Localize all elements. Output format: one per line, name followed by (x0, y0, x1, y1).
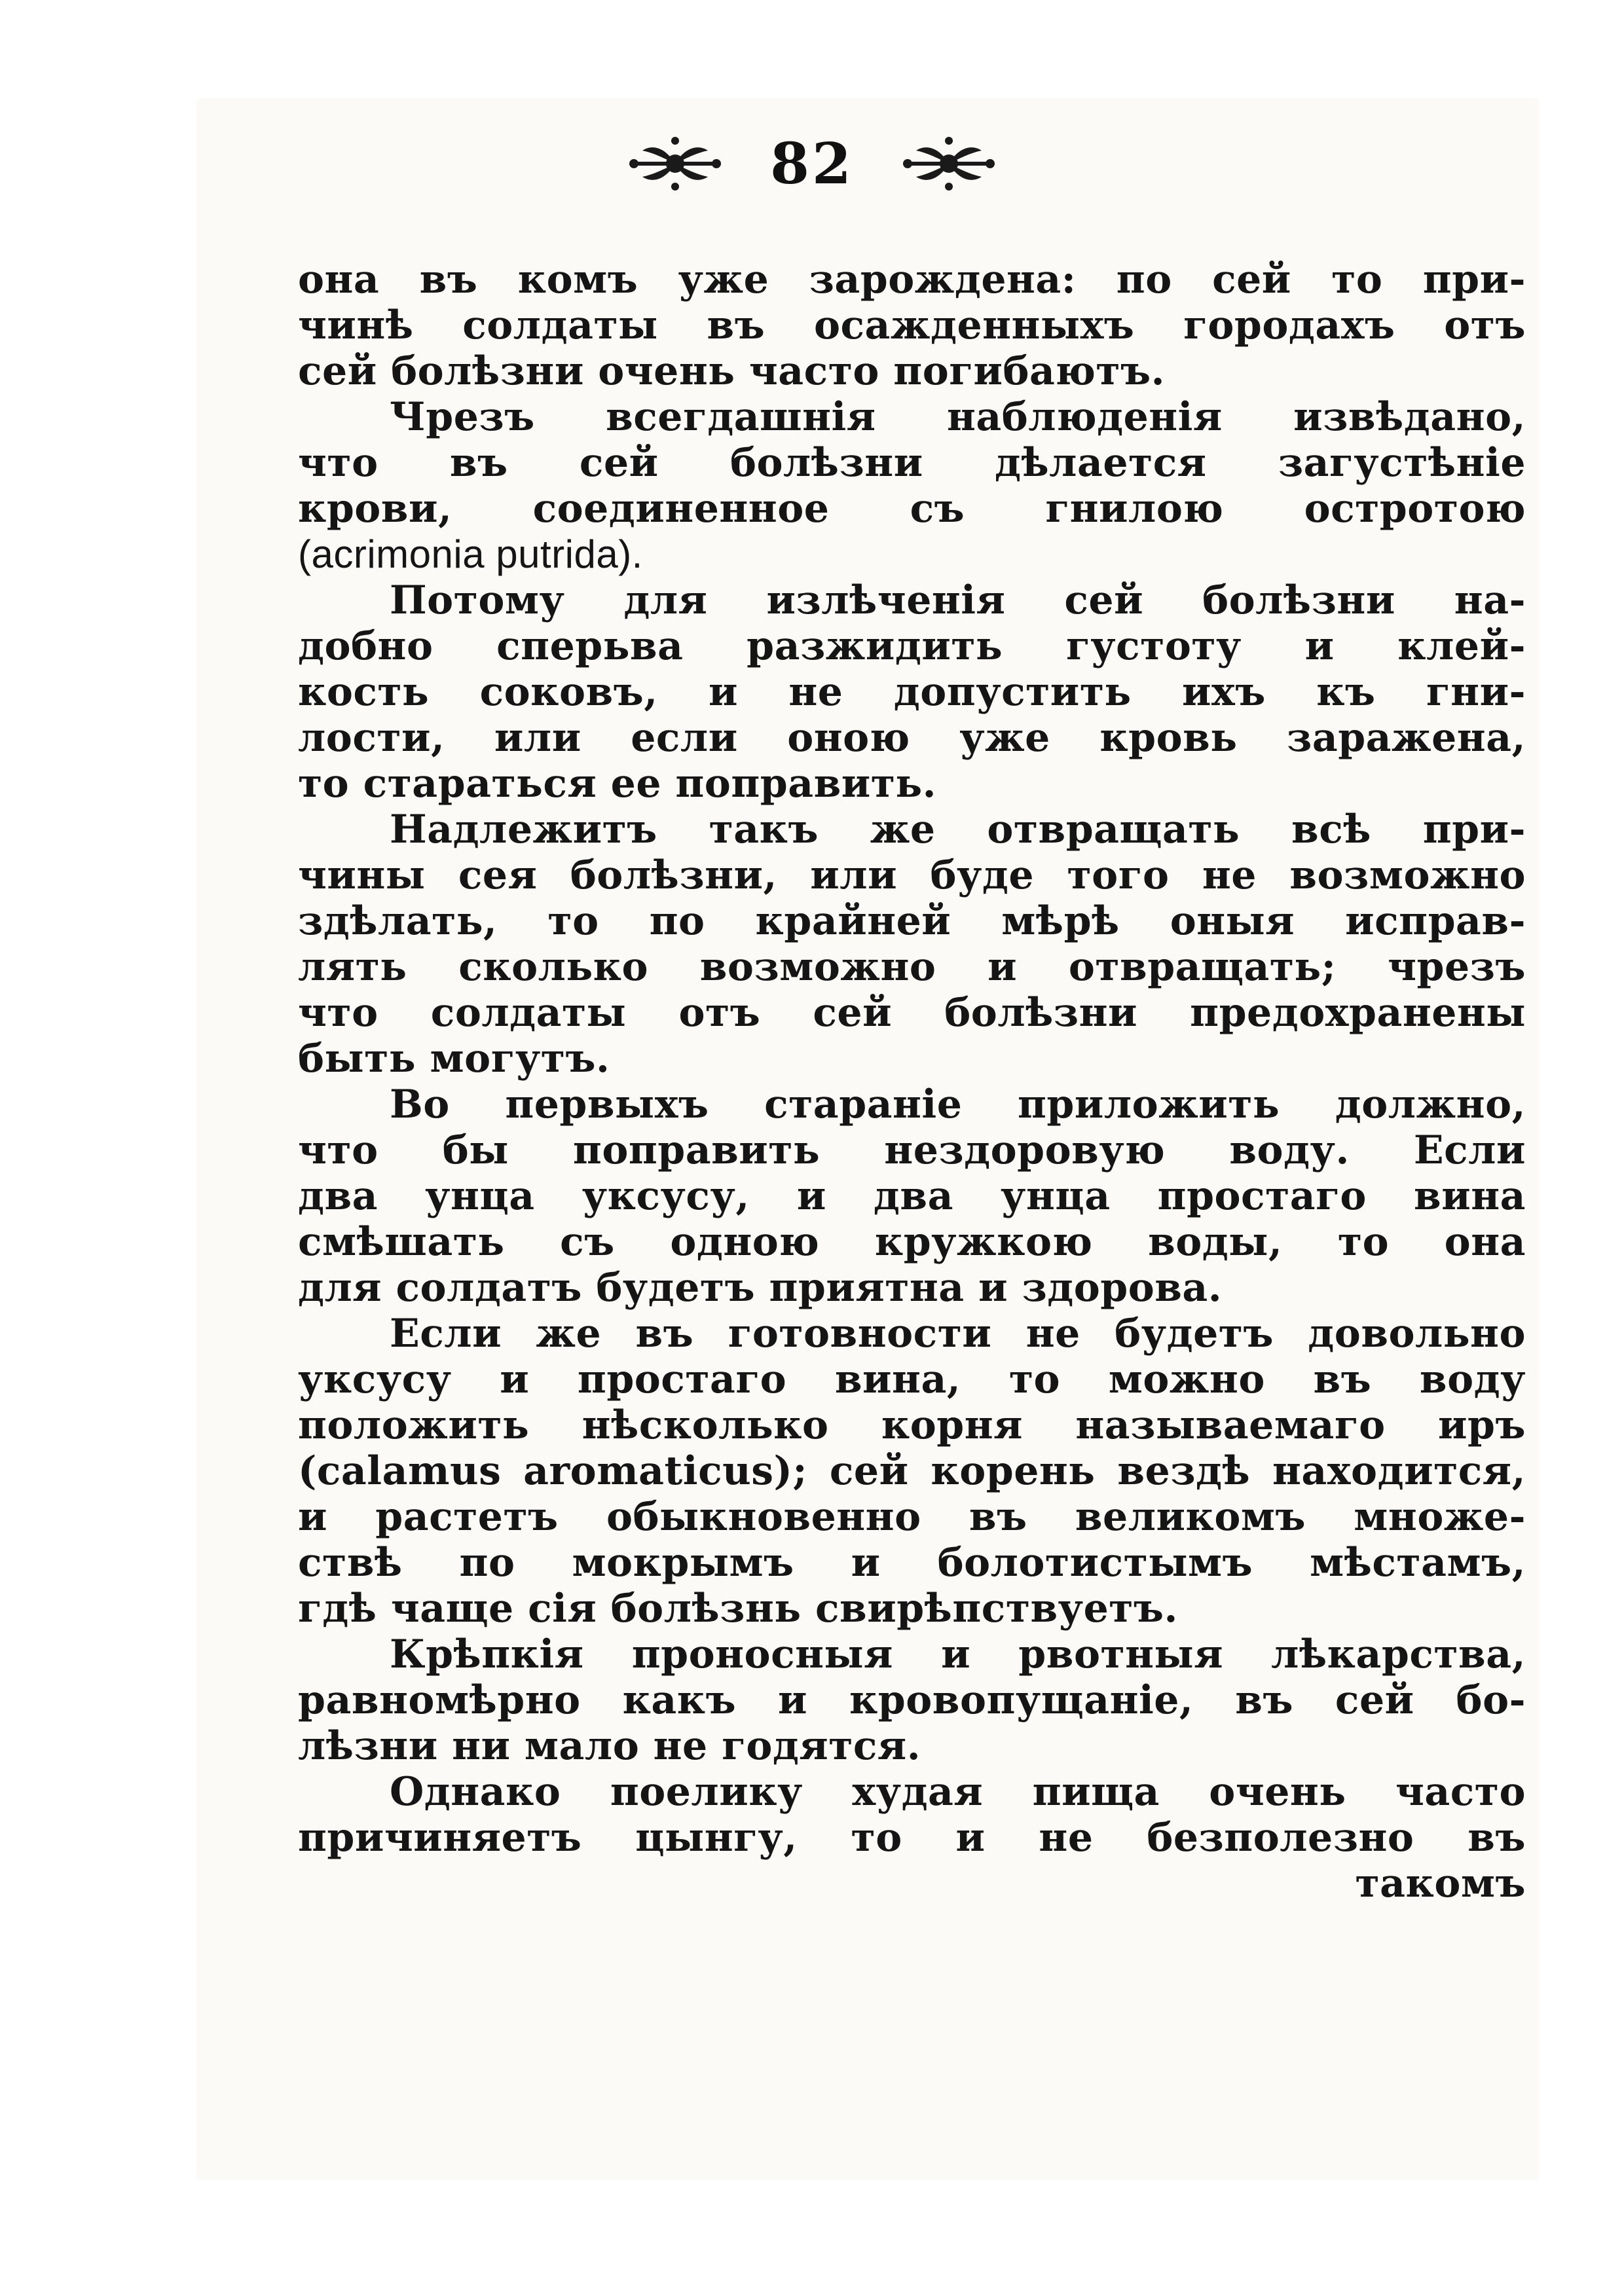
floral-ornament-icon (900, 134, 998, 193)
text-line: быть могутъ. (298, 1036, 610, 1082)
paragraph (298, 394, 1526, 577)
text-line: кость соковъ, и не допустить ихъ къ гни- (298, 669, 1526, 715)
text-line: лости, или если оною уже кровь заражена, (298, 715, 1526, 761)
text-line: чинѣ солдаты въ осажденныхъ городахъ отъ (298, 302, 1526, 348)
text-line: крови, соединенное съ гнилою остротою (298, 486, 1526, 532)
text-line: здѣлать, то по крайней мѣрѣ оныя исправ- (298, 898, 1526, 944)
text-line: и растетъ обыкновенно въ великомъ множе- (298, 1494, 1526, 1540)
text-line: смѣшать съ одною кружкою воды, то она (298, 1219, 1526, 1265)
text-line: Если же въ готовности не будетъ довольно (390, 1311, 1526, 1357)
text-line: лѣзни ни мало не годятся. (298, 1723, 921, 1769)
text-line: лять сколько возможно и отвращать; чрезъ (298, 944, 1526, 990)
text-line: что бы поправить нездоровую воду. Если (298, 1127, 1526, 1173)
text-line: ствѣ по мокрымъ и болотистымъ мѣстамъ, (298, 1540, 1526, 1586)
catchword: такомъ (1355, 1861, 1526, 1906)
text-line: добно сперьва разжидить густоту и клей- (298, 623, 1526, 669)
paragraph (298, 1631, 1526, 1769)
text-line: для солдатъ будетъ приятна и здорова. (298, 1265, 1223, 1311)
page-number: 82 (770, 130, 854, 197)
text-line: Чрезъ всегдашнія наблюденія извѣдано, (390, 394, 1526, 440)
text-line: Крѣпкія проносныя и рвотныя лѣкарства, (390, 1631, 1526, 1677)
text-line: Во первыхъ стараніе приложить должно, (390, 1082, 1526, 1127)
text-line: причиняетъ цынгу, то и не безполезно въ (298, 1815, 1526, 1861)
text-line: положить нѣсколько корня называемаго иръ (298, 1402, 1526, 1448)
text-line: она въ комъ уже зарождена: по сей то при- (298, 257, 1526, 302)
text-line: что въ сей болѣзни дѣлается загустѣніе (298, 440, 1526, 486)
text-line: сей болѣзни очень часто погибаютъ. (298, 348, 1165, 394)
text-line: (calamus aromaticus); сей корень вездѣ находится, (298, 1448, 1526, 1494)
text-line: Надлежитъ такъ же отвращать всѣ при- (390, 807, 1526, 852)
paragraph (298, 257, 1526, 394)
text-line: два унца уксусу, и два унца простаго вина (298, 1173, 1526, 1219)
text-line: гдѣ чаще сія болѣзнь свирѣпствуетъ. (298, 1586, 1178, 1631)
floral-ornament-icon (626, 134, 724, 193)
page-header (0, 118, 1624, 210)
text-line: (acrimonia putrida). (298, 532, 643, 576)
paragraph (298, 1769, 1526, 1861)
text-line: равномѣрно какъ и кровопущаніе, въ сей бо- (298, 1677, 1526, 1723)
text-line: то стараться ее поправить. (298, 761, 937, 807)
paragraph (298, 1082, 1526, 1311)
paragraph (298, 1311, 1526, 1631)
text-line: Однако поелику худая пища очень часто (390, 1769, 1526, 1815)
paragraph (298, 807, 1526, 1082)
body-text (298, 257, 1526, 1906)
text-line: чины сея болѣзни, или буде того не возможно (298, 852, 1526, 898)
text-line: Потому для излѣченія сей болѣзни на- (390, 577, 1526, 623)
text-line: что солдаты отъ сей болѣзни предохранены (298, 990, 1526, 1036)
paragraph (298, 577, 1526, 807)
text-line: уксусу и простаго вина, то можно въ воду (298, 1357, 1526, 1402)
